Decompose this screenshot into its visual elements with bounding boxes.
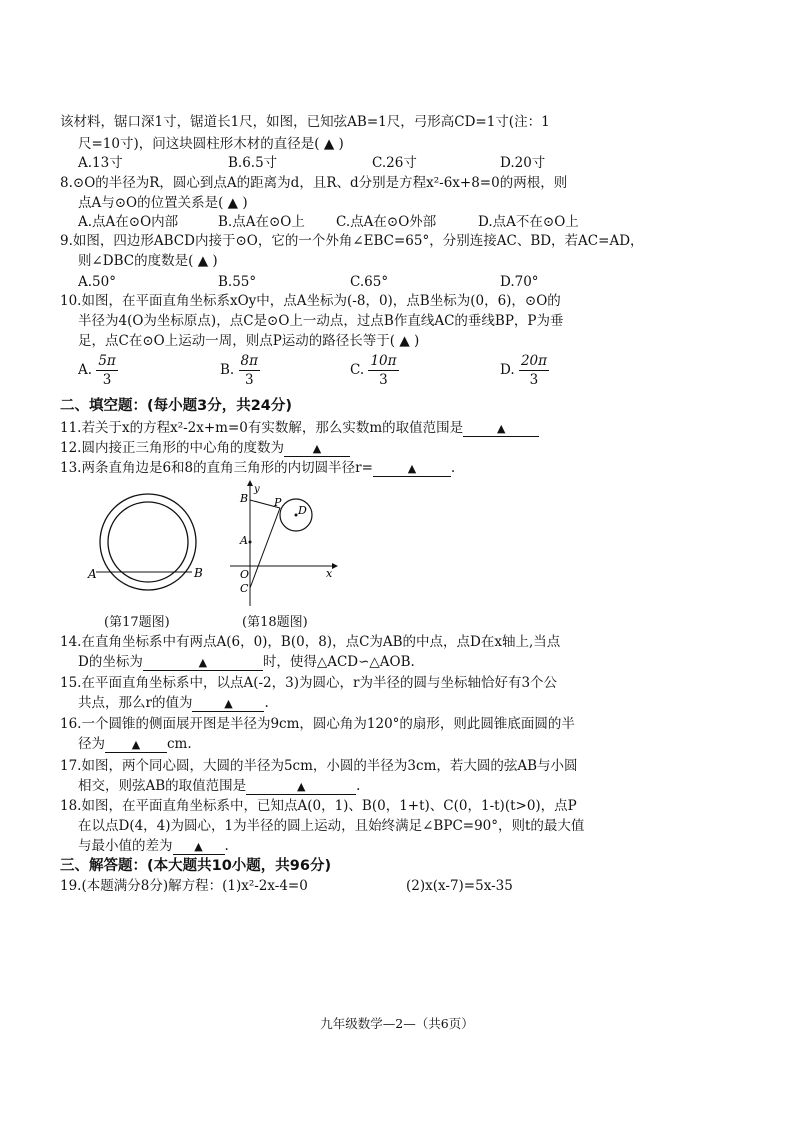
q7-option-b: B.6.5寸 — [228, 155, 278, 171]
q10-option-b-num: 8π — [240, 353, 258, 369]
q10-option-a-fraction — [96, 352, 117, 389]
section-2-heading: 二、填空题：(每小题3分，共24分) — [60, 398, 293, 414]
q14-answer-blank — [143, 654, 263, 671]
answer-mark-icon: ▲ — [496, 422, 506, 435]
q9-option-d: D.70° — [500, 274, 539, 290]
q13-text: 13.两条直角边是6和8的直角三角形的内切圆半径r= — [60, 460, 373, 476]
q15-line2-a: 共点，那么r的值为 — [78, 695, 193, 711]
q9-line2: 则∠DBC的度数是( ▲ ) — [78, 253, 218, 269]
q8-option-c: C.点A在⊙O外部 — [336, 214, 437, 230]
q10-option-b — [220, 352, 260, 389]
q16-answer-blank — [105, 736, 167, 753]
q7-line1: 该材料，锯口深1寸，锯道长1尺，如图，已知弦AB=1尺，弓形高CD=1寸(注：1 — [60, 114, 550, 130]
fig18-label-c: C — [240, 582, 249, 595]
answer-mark-icon: ▲ — [198, 656, 208, 669]
q18-line1: 18.如图，在平面直角坐标系中，已知点A(0，1)、B(0，1+t)、C(0，1-t)(t>0)，点P — [60, 798, 577, 814]
q11 — [60, 418, 539, 438]
q10-option-b-den: 3 — [244, 372, 254, 388]
q8-option-d: D.点A不在⊙O上 — [478, 214, 579, 230]
fig17-label-b: B — [194, 566, 203, 580]
q14-line1: 14.在直角坐标系中有两点A(6，0)，B(0，8)，点C为AB的中点，点D在x轴上,当点 — [60, 634, 561, 650]
q8-line2: 点A与⊙O的位置关系是( ▲ ) — [78, 195, 248, 211]
q17-line2-a: 相交，则弦AB的取值范围是 — [78, 778, 247, 794]
fig18-label-p: P — [274, 496, 282, 509]
fig18-label-a: A — [240, 534, 248, 547]
q17-line2 — [78, 776, 360, 796]
q10-option-a — [78, 352, 118, 389]
q10-option-a-num: 5π — [98, 353, 116, 369]
figure-18-coordinate-diagram — [228, 478, 338, 608]
fig18-x-arrow — [332, 563, 338, 569]
answer-mark-icon: ▲ — [194, 840, 203, 853]
fig18-segment-cp — [250, 508, 280, 588]
q10-line2: 半径为4(O为坐标原点)，点C是⊙O上一动点，过点B作直线AC的垂线BP，P为垂 — [78, 313, 564, 329]
q7-option-c: C.26寸 — [372, 155, 417, 171]
q18-answer-blank — [173, 838, 225, 855]
q10-option-a-letter: A. — [78, 362, 93, 378]
fig18-label-o: O — [240, 568, 250, 581]
q14-line2-a: D的坐标为 — [78, 654, 143, 670]
q13-end: . — [450, 460, 456, 476]
q11-text: 11.若关于x的方程x²-2x+m=0有实数解，那么实数m的取值范围是 — [60, 420, 464, 436]
q7-option-d: D.20寸 — [500, 155, 546, 171]
answer-mark-icon: ▲ — [224, 697, 233, 710]
figure-17-concentric-circles — [84, 492, 214, 592]
q18-line3-b: . — [224, 838, 229, 854]
q8-line1: 8.⊙O的半径为R，圆心到点A的距离为d，且R、d分别是方程x²-6x+8=0的两根，则 — [60, 175, 568, 191]
q17-answer-blank — [246, 778, 356, 795]
figure-17-caption: (第17题图) — [104, 615, 170, 630]
q10-line3: 足，点C在⊙O上运动一周，则点P运动的路径长等于( ▲ ) — [78, 333, 420, 349]
q15-line2 — [78, 693, 269, 713]
section-3-heading: 三、解答题：(本大题共10小题，共96分) — [60, 858, 332, 874]
q10-option-c-letter: C. — [350, 362, 365, 378]
q15-line1: 15.在平面直角坐标系中，以点A(-2，3)为圆心，r为半径的圆与坐标轴恰好有3个公 — [60, 675, 558, 691]
fig18-label-d: D — [298, 504, 307, 517]
fig18-label-y: y — [254, 484, 260, 495]
q7-option-a: A.13寸 — [78, 155, 123, 171]
answer-mark-icon: ▲ — [312, 442, 322, 455]
q15-answer-blank — [192, 695, 264, 712]
q8-option-a: A.点A在⊙O内部 — [78, 214, 179, 230]
q10-option-c-fraction — [368, 352, 398, 389]
fig18-label-b: B — [240, 492, 249, 505]
q17-line2-b: . — [356, 778, 361, 794]
figure-18-caption: (第18题图) — [242, 615, 308, 630]
q10-line1: 10.如图，在平面直角坐标系xOy中，点A坐标为(-8，0)，点B坐标为(0，6)，⊙O的 — [60, 293, 561, 309]
q10-option-a-den: 3 — [102, 372, 112, 388]
q12-answer-blank — [284, 440, 350, 457]
q8-option-b: B.点A在⊙O上 — [218, 214, 305, 230]
q10-option-d-den: 3 — [529, 372, 539, 388]
q16-line2-a: 径为 — [78, 736, 105, 752]
q14-line2 — [78, 652, 415, 672]
fig17-label-a: A — [88, 567, 97, 581]
q7-line2: 尺=10寸)，问这块圆柱形木材的直径是( ▲ ) — [78, 136, 344, 152]
q10-option-c — [350, 352, 399, 389]
answer-mark-icon: ▲ — [296, 780, 306, 793]
q10-option-b-letter: B. — [220, 362, 235, 378]
q18-line3 — [78, 836, 229, 856]
q10-option-c-num: 10π — [370, 353, 397, 369]
q19-text: 19.(本题满分8分)解方程：(1)x²-2x-4=0 — [60, 878, 308, 894]
q10-option-d-num: 20π — [520, 353, 547, 369]
q16-line2-b: cm. — [167, 736, 192, 752]
q11-answer-blank — [463, 420, 539, 437]
q10-option-d-letter: D. — [500, 362, 515, 378]
q10-option-b-fraction — [239, 352, 260, 389]
q14-line2-b: 时，使得△ACD∽△AOB. — [262, 654, 415, 670]
q12-text: 12.圆内接正三角形的中心角的度数为 — [60, 440, 284, 456]
q9-option-b: B.55° — [218, 274, 257, 290]
fig18-y-arrow — [247, 480, 253, 486]
fig17-inner-circle — [108, 502, 188, 582]
q10-option-d-fraction — [519, 352, 549, 389]
fig18-point-a — [249, 541, 252, 544]
q10-option-d — [500, 352, 549, 389]
q10-option-c-den: 3 — [379, 372, 388, 388]
q9-option-c: C.65° — [350, 274, 389, 290]
answer-mark-icon: ▲ — [131, 738, 141, 751]
page-footer: 九年级数学—2—（共6页） — [320, 1016, 474, 1031]
q18-line2: 在以点D(4，4)为圆心，1为半径的圆上运动，且始终满足∠BPC=90°，则t的最大值 — [78, 818, 585, 834]
answer-mark-icon: ▲ — [407, 462, 417, 475]
q17-line1: 17.如图，两个同心圆，大圆的半径为5cm，小圆的半径为3cm，若大圆的弦AB与小圆 — [60, 758, 578, 774]
fig17-outer-circle — [100, 494, 196, 590]
q13-answer-blank — [373, 460, 451, 477]
q9-option-a: A.50° — [78, 274, 116, 290]
q12 — [60, 438, 350, 458]
q19-part2: (2)x(x-7)=5x-35 — [406, 878, 513, 894]
fig18-label-x: x — [326, 567, 333, 580]
q13 — [60, 458, 455, 478]
q16-line2 — [78, 734, 192, 754]
q15-line2-b: . — [264, 695, 269, 711]
q18-line3-a: 与最小值的差为 — [78, 838, 173, 854]
q9-line1: 9.如图，四边形ABCD内接于⊙O，它的一个外角∠EBC=65°，分别连接AC、BD，若AC=AD， — [60, 233, 644, 249]
q16-line1: 16.一个圆锥的侧面展开图是半径为9cm，圆心角为120°的扇形，则此圆锥底面圆的半 — [60, 716, 575, 732]
